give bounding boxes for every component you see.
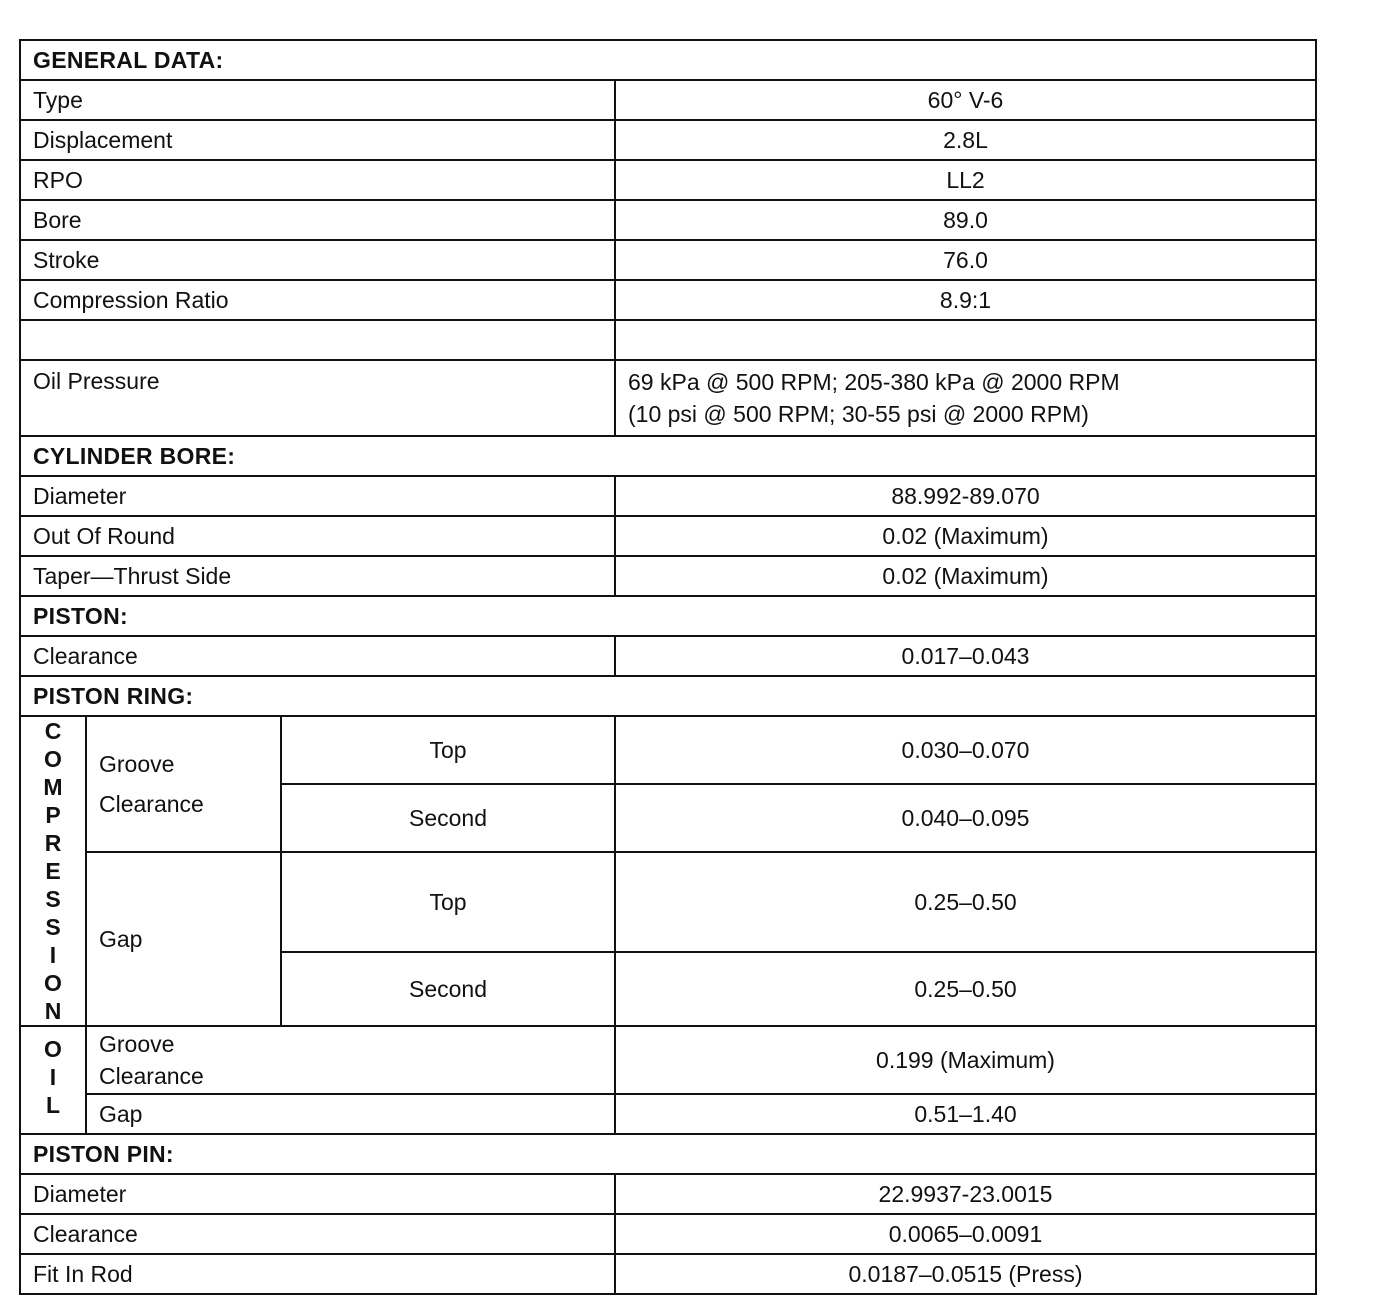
table-row (20, 556, 1316, 596)
compression-gap-label: Gap (86, 852, 281, 1026)
oil-pressure-value (615, 360, 1316, 436)
row-value: 88.992-89.070 (615, 476, 1316, 516)
table-row (20, 716, 1316, 784)
table-row (20, 80, 1316, 120)
row-value: 0.02 (Maximum) (615, 556, 1316, 596)
row-label: Fit In Rod (20, 1254, 615, 1294)
row-value: 0.51–1.40 (615, 1094, 1316, 1134)
row-label: Compression Ratio (20, 280, 615, 320)
row-value: 0.02 (Maximum) (615, 516, 1316, 556)
empty-cell (615, 320, 1316, 360)
row-value: 2.8L (615, 120, 1316, 160)
table-row (20, 1094, 1316, 1134)
row-label: Stroke (20, 240, 615, 280)
oil-gap-label: Gap (86, 1094, 615, 1134)
row-value: 22.9937-23.0015 (615, 1174, 1316, 1214)
section-row-piston-pin (20, 1134, 1316, 1174)
oil-groove-clearance-label: Groove Clearance (86, 1026, 615, 1094)
table-row (20, 200, 1316, 240)
empty-cell (20, 320, 615, 360)
oil-vertical-label: O I L (20, 1026, 86, 1134)
gap-top-label: Top (281, 852, 615, 952)
row-value: 0.0187–0.0515 (Press) (615, 1254, 1316, 1294)
table-row (20, 1026, 1316, 1094)
row-label: Oil Pressure (20, 360, 615, 436)
row-label: Taper—Thrust Side (20, 556, 615, 596)
table-row (20, 280, 1316, 320)
row-value: 0.017–0.043 (615, 636, 1316, 676)
row-label: Diameter (20, 476, 615, 516)
row-value: LL2 (615, 160, 1316, 200)
table-row (20, 516, 1316, 556)
section-row-cylinder-bore (20, 436, 1316, 476)
row-label: Out Of Round (20, 516, 615, 556)
row-value: 0.040–0.095 (615, 784, 1316, 852)
row-value: 8.9:1 (615, 280, 1316, 320)
compression-groove-clearance-label: Groove Clearance (86, 716, 281, 852)
row-label: Diameter (20, 1174, 615, 1214)
section-header-general-data: GENERAL DATA: (20, 40, 1316, 80)
table-row (20, 1174, 1316, 1214)
row-label: RPO (20, 160, 615, 200)
section-row-general-data (20, 40, 1316, 80)
section-header-piston: PISTON: (20, 596, 1316, 636)
section-header-piston-ring: PISTON RING: (20, 676, 1316, 716)
row-label: Clearance (20, 636, 615, 676)
row-value: 89.0 (615, 200, 1316, 240)
groove-top-label: Top (281, 716, 615, 784)
row-value: 76.0 (615, 240, 1316, 280)
row-value: 60° V-6 (615, 80, 1316, 120)
row-label: Bore (20, 200, 615, 240)
gap-second-label: Second (281, 952, 615, 1026)
table-row (20, 120, 1316, 160)
oil-pressure-line-imperial: (10 psi @ 500 RPM; 30-55 psi @ 2000 RPM) (628, 401, 1089, 427)
table-row (20, 852, 1316, 952)
table-row (20, 160, 1316, 200)
table-row-oil-pressure (20, 360, 1316, 436)
empty-row (20, 320, 1316, 360)
table-row (20, 1254, 1316, 1294)
table-row (20, 240, 1316, 280)
table-row (20, 476, 1316, 516)
section-row-piston (20, 596, 1316, 636)
row-value: 0.25–0.50 (615, 852, 1316, 952)
row-label: Displacement (20, 120, 615, 160)
compression-vertical-label: C O M P R E S S I O N (20, 716, 86, 1026)
engine-spec-table (19, 39, 1317, 1295)
oil-pressure-line-metric: 69 kPa @ 500 RPM; 205-380 kPa @ 2000 RPM (628, 369, 1120, 395)
groove-second-label: Second (281, 784, 615, 852)
row-value: 0.199 (Maximum) (615, 1026, 1316, 1094)
row-value: 0.030–0.070 (615, 716, 1316, 784)
section-header-piston-pin: PISTON PIN: (20, 1134, 1316, 1174)
section-row-piston-ring (20, 676, 1316, 716)
row-label: Type (20, 80, 615, 120)
table-row (20, 1214, 1316, 1254)
table-row (20, 636, 1316, 676)
row-value: 0.25–0.50 (615, 952, 1316, 1026)
section-header-cylinder-bore: CYLINDER BORE: (20, 436, 1316, 476)
row-value: 0.0065–0.0091 (615, 1214, 1316, 1254)
row-label: Clearance (20, 1214, 615, 1254)
